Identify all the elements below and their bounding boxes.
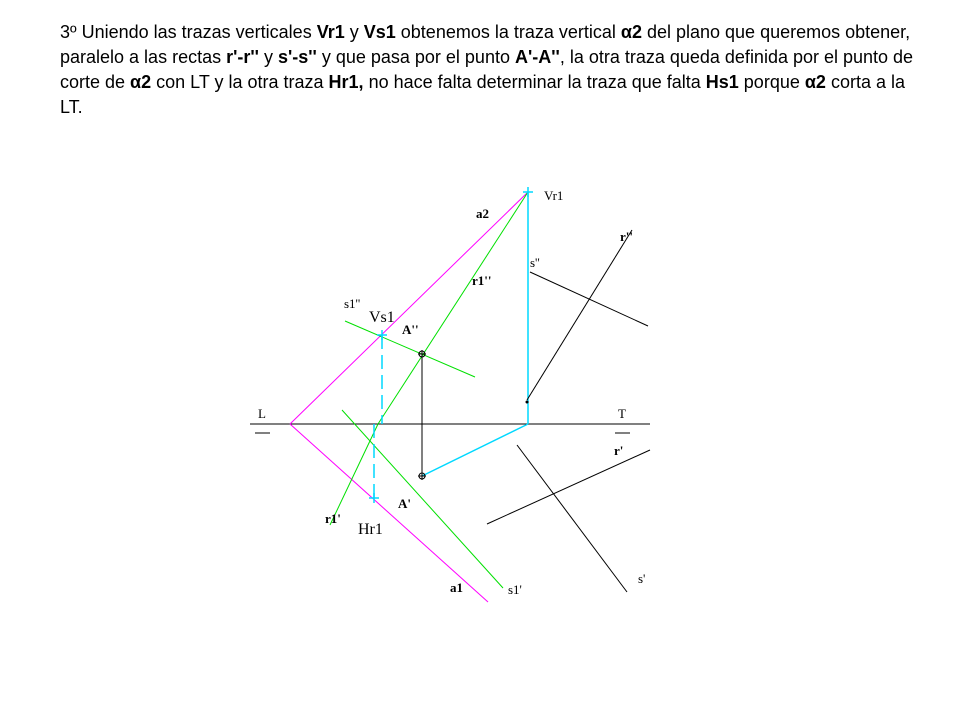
label-vr1: Vr1	[544, 188, 564, 203]
label-r1-prime: r1'	[325, 511, 341, 526]
line-r1-double-prime	[378, 192, 528, 424]
label-a2: a2	[476, 206, 489, 221]
trace-hs1: Hs1	[705, 72, 739, 92]
point-a: A'-A''	[514, 47, 560, 67]
label-s1-double-prime: s1''	[344, 296, 361, 311]
text-segment: obtenemos la traza vertical	[395, 22, 621, 42]
line-r: r'-r''	[226, 47, 259, 67]
text-segment: del plano que queremos obtener, paralelo a las rectas	[60, 22, 911, 67]
label-l: L	[258, 406, 266, 421]
trace-hr1: Hr1,	[328, 72, 364, 92]
label-r-prime: r'	[614, 443, 624, 458]
line-s-prime	[517, 445, 627, 592]
point-hr1-marker	[369, 493, 379, 503]
text-segment: y	[344, 22, 364, 42]
label-s-prime: s'	[638, 571, 646, 586]
label-r-double-prime: r''	[620, 229, 633, 244]
text-segment: porque	[738, 72, 805, 92]
label-vs1: Vs1	[369, 309, 395, 326]
line-r1-prime	[330, 424, 378, 525]
line-s-double-prime	[530, 272, 648, 326]
trace-vr1: Vr1	[316, 22, 345, 42]
line-r-prime	[487, 450, 650, 524]
construction-vr1-projection	[422, 424, 528, 476]
trace-vs1: Vs1	[363, 22, 396, 42]
text-segment: y que pasa por el punto	[316, 47, 515, 67]
label-a-double-prime: A''	[402, 322, 419, 337]
trace-a1-line	[290, 424, 488, 602]
label-s-double-prime: s''	[530, 255, 540, 270]
text-segment: 3º Uniendo las trazas verticales	[60, 22, 317, 42]
text-segment: no hace falta determinar la traza que falta	[363, 72, 706, 92]
trace-alpha2: α2	[620, 22, 642, 42]
label-a-prime: A'	[398, 496, 411, 511]
label-s1-prime: s1'	[508, 582, 522, 597]
text-segment: , la otra traza queda definida por el punto de corte de	[60, 47, 914, 92]
label-hr1: Hr1	[358, 521, 383, 538]
text-segment: y	[258, 47, 278, 67]
text-segment: corta a la LT.	[60, 72, 905, 117]
text-segment: con LT y la otra traza	[151, 72, 329, 92]
label-a1: a1	[450, 580, 463, 595]
line-s: s'-s''	[277, 47, 317, 67]
trace-alpha2: α2	[804, 72, 826, 92]
point-r-s-trace-dot	[526, 401, 529, 404]
label-r1-double-prime: r1''	[472, 273, 492, 288]
line-r-double-prime	[527, 230, 632, 400]
point-a-prime-marker	[418, 472, 426, 480]
label-t: T	[618, 406, 626, 421]
trace-a2-line	[290, 192, 528, 424]
trace-alpha2: α2	[130, 72, 152, 92]
